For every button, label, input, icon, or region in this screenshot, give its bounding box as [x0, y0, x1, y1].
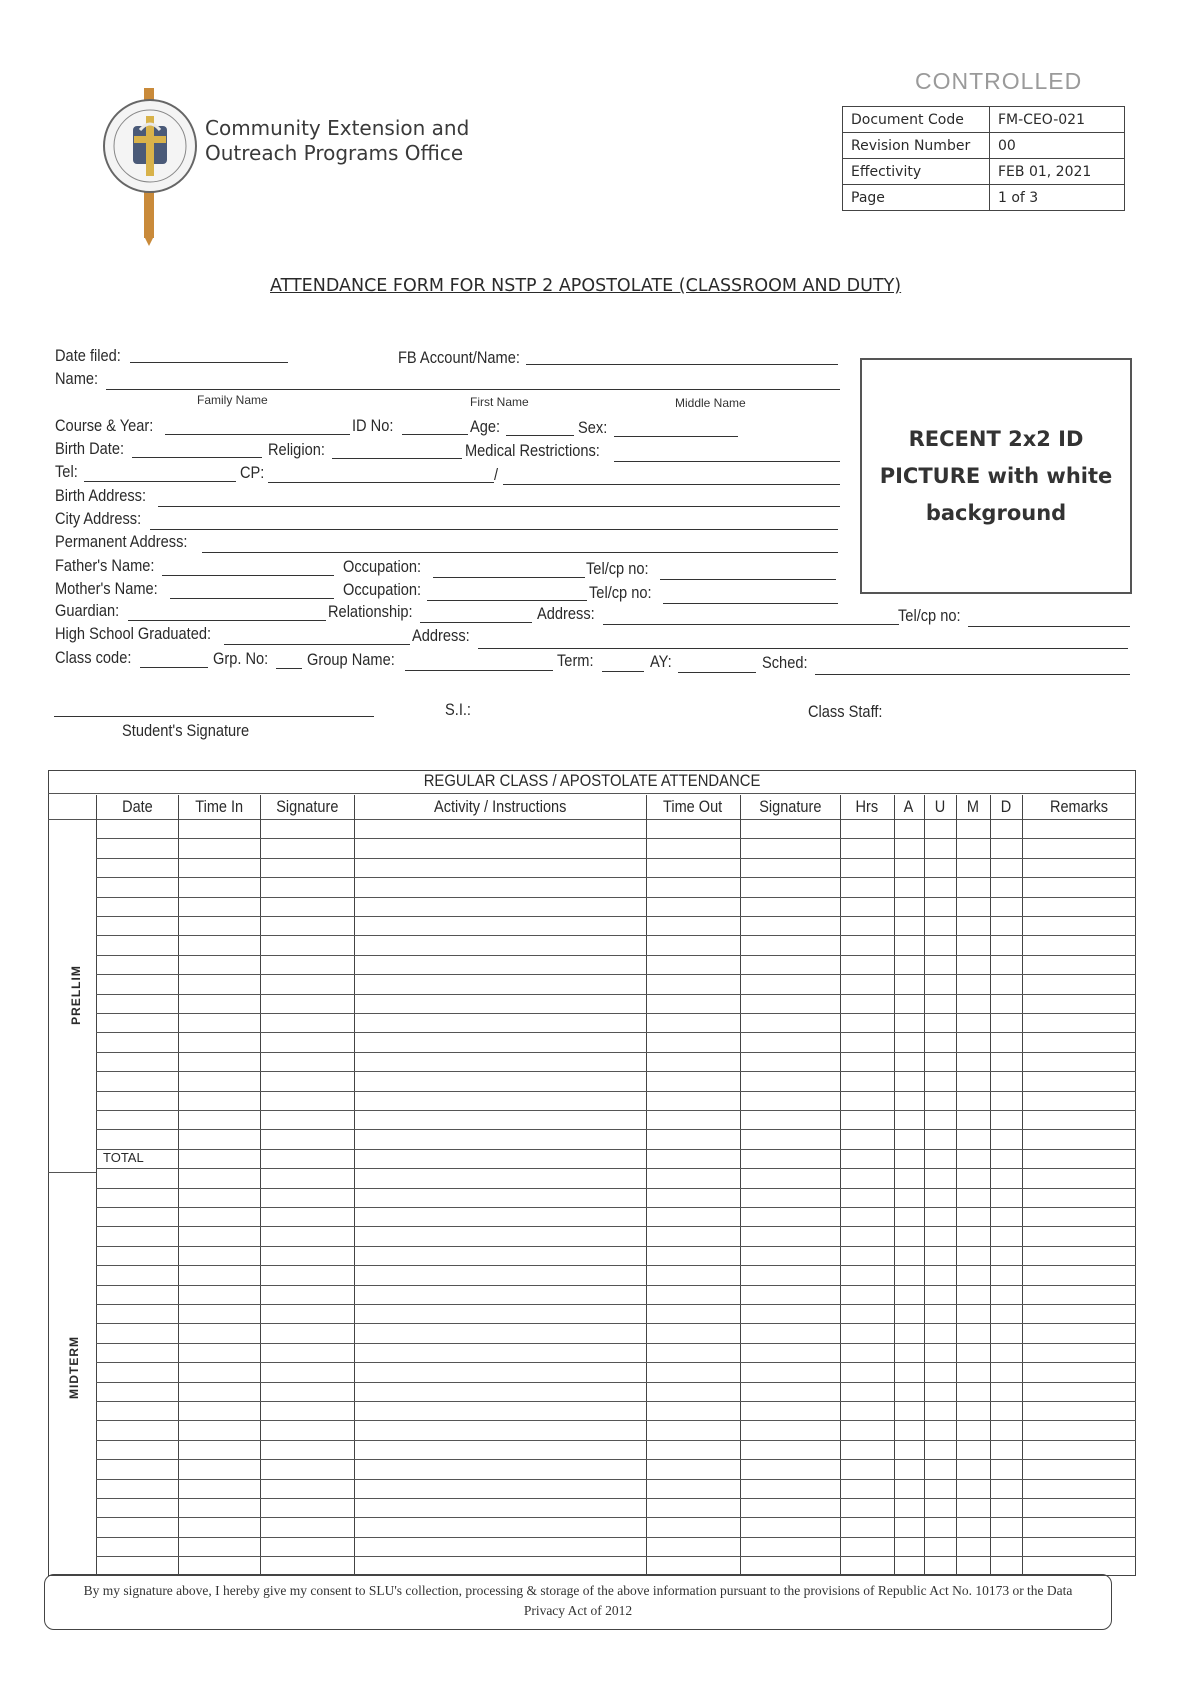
doc-info-value: 1 of 3 [990, 185, 1125, 211]
sched-label: Sched: [762, 653, 808, 672]
doc-info-value: 00 [990, 133, 1125, 159]
hs-address-field[interactable] [478, 648, 1128, 649]
religion-label: Religion: [268, 440, 325, 459]
doc-info-row [843, 159, 1125, 185]
table-row-line [96, 1207, 1136, 1208]
table-row-line [96, 1304, 1136, 1305]
name-field[interactable] [106, 389, 840, 390]
guardian-address-label: Address: [537, 604, 595, 623]
table-row-line [96, 1382, 1136, 1383]
table-row-line [96, 1091, 1136, 1092]
table-row-line [96, 1323, 1136, 1324]
table-title-divider [48, 793, 1136, 794]
doc-info-row [843, 133, 1125, 159]
guardian-telcp-field[interactable] [968, 626, 1130, 627]
cp-separator: / [494, 465, 499, 484]
table-row-line [96, 1479, 1136, 1480]
mothers-name-field[interactable] [170, 598, 334, 599]
si-label: S.I.: [445, 700, 472, 719]
birth-address-field[interactable] [158, 506, 840, 507]
doc-info-key: Effectivity [843, 159, 990, 185]
form-title: ATTENDANCE FORM FOR NSTP 2 APOSTOLATE (CLASSROOM AND DUTY) [270, 276, 902, 296]
medical-restrictions-field[interactable] [614, 461, 840, 462]
doc-info-key: Page [843, 185, 990, 211]
table-row-line [96, 1362, 1136, 1363]
relationship-field[interactable] [420, 622, 532, 623]
id-no-field[interactable] [402, 434, 468, 435]
table-row-line [96, 994, 1136, 995]
city-address-field[interactable] [150, 529, 838, 530]
col-header-signature: Signature [275, 798, 339, 816]
father-occupation-field[interactable] [433, 577, 585, 578]
photo-instruction-line2: PICTURE with white [879, 463, 1113, 488]
table-row-line [96, 1440, 1136, 1441]
student-signature-label: Student's Signature [122, 721, 250, 740]
city-address-label: City Address: [55, 509, 142, 528]
cp-label: CP: [240, 463, 265, 482]
col-header-m: M [966, 798, 980, 816]
class-staff-label: Class Staff: [808, 702, 883, 721]
prelim-total-label: TOTAL [103, 1150, 144, 1165]
mothers-name-label: Mother's Name: [55, 579, 158, 598]
col-header-signature-2: Signature [758, 798, 822, 816]
birth-address-label: Birth Address: [55, 486, 147, 505]
table-row-line [96, 1071, 1136, 1072]
attendance-title-text: REGULAR CLASS / APOSTOLATE ATTENDANCE [423, 772, 761, 790]
mother-occupation-label: Occupation: [343, 580, 422, 599]
guardian-address-field[interactable] [603, 624, 899, 625]
doc-info-key: Document Code [843, 107, 990, 133]
father-telcp-label: Tel/cp no: [586, 559, 649, 578]
university-seal-logo [100, 86, 205, 246]
table-row-line [96, 916, 1136, 917]
table-row-line [96, 877, 1136, 878]
medical-restrictions-label: Medical Restrictions: [465, 441, 600, 460]
table-row-line [96, 897, 1136, 898]
name-label: Name: [55, 369, 99, 388]
table-row-line [96, 1013, 1136, 1014]
term-label: Term: [557, 651, 594, 670]
col-header-time-out: Time Out [663, 798, 723, 816]
table-row-line [96, 1052, 1136, 1053]
table-row-line [96, 1110, 1136, 1111]
table-row-line [96, 1537, 1136, 1538]
table-row-line [96, 1188, 1136, 1189]
relationship-label: Relationship: [328, 602, 413, 621]
sched-field[interactable] [815, 674, 1130, 675]
col-header-remarks: Remarks [1049, 798, 1109, 816]
cp-field-2[interactable] [503, 484, 840, 485]
student-signature-line[interactable] [54, 716, 374, 717]
office-name-line1: Community Extension and [205, 116, 470, 140]
section-divider [48, 1172, 96, 1173]
hs-address-label: Address: [412, 626, 470, 645]
date-filed-field[interactable] [130, 362, 288, 363]
document-info-table [842, 106, 1125, 211]
father-occupation-label: Occupation: [343, 557, 422, 576]
data-privacy-consent: By my signature above, I hereby give my consent to SLU's collection, processing & storage of the above information pursuant to the provisions of Republic Act No. 10173 or the Data Privacy Act of 2012 [44, 1574, 1112, 1630]
col-header-d: D [1000, 798, 1012, 816]
mother-telcp-field[interactable] [663, 603, 838, 604]
middle-name-hint: Middle Name [675, 396, 746, 410]
attendance-table-title [48, 770, 1136, 793]
date-filed-label: Date filed: [55, 346, 121, 365]
group-name-field[interactable] [405, 670, 553, 671]
controlled-stamp: CONTROLLED [915, 68, 1083, 94]
term-field[interactable] [602, 671, 644, 672]
office-name-line2: Outreach Programs Office [205, 141, 464, 165]
course-year-label: Course & Year: [55, 416, 154, 435]
birth-date-label: Birth Date: [55, 439, 125, 458]
col-header-date: Date [121, 798, 153, 816]
table-row-line [96, 1168, 1136, 1169]
guardian-telcp-label: Tel/cp no: [898, 606, 961, 625]
table-row-line [96, 955, 1136, 956]
table-row-line [96, 1129, 1136, 1130]
sex-label: Sex: [578, 418, 608, 437]
group-name-label: Group Name: [307, 650, 395, 669]
attendance-table [48, 770, 1136, 1576]
class-code-label: Class code: [55, 648, 132, 667]
course-year-field[interactable] [165, 434, 350, 435]
photo-instruction-line1: RECENT 2x2 ID [908, 426, 1084, 451]
table-row-line [96, 1401, 1136, 1402]
fb-account-label: FB Account/Name: [398, 348, 520, 367]
high-school-label: High School Graduated: [55, 624, 212, 643]
table-row-line [96, 1265, 1136, 1266]
class-code-field[interactable] [140, 667, 208, 668]
permanent-address-label: Permanent Address: [55, 532, 188, 551]
age-label: Age: [470, 417, 501, 436]
table-row-line [96, 1246, 1136, 1247]
table-row-line [96, 1517, 1136, 1518]
guardian-label: Guardian: [55, 601, 120, 620]
doc-info-row [843, 185, 1125, 211]
table-row-line [96, 1556, 1136, 1557]
ay-label: AY: [650, 652, 672, 671]
birth-date-field[interactable] [132, 457, 262, 458]
fathers-name-label: Father's Name: [55, 556, 155, 575]
id-no-label: ID No: [352, 416, 394, 435]
table-header-divider [48, 819, 1136, 820]
table-row-line [96, 838, 1136, 839]
col-header-a: A [904, 798, 914, 816]
mother-telcp-label: Tel/cp no: [589, 583, 652, 602]
tel-label: Tel: [55, 462, 78, 481]
table-row-line [96, 858, 1136, 859]
fb-account-field[interactable] [526, 364, 838, 365]
col-header-activity: Activity / Instructions [433, 798, 567, 816]
doc-info-value: FM-CEO-021 [990, 107, 1125, 133]
table-row-line [96, 1149, 1136, 1150]
id-photo-box[interactable] [860, 358, 1132, 594]
table-row-line [96, 1459, 1136, 1460]
doc-info-row [843, 107, 1125, 133]
table-row-line [96, 1226, 1136, 1227]
col-header-hrs: Hrs [855, 798, 879, 816]
tel-field[interactable] [84, 481, 236, 482]
ay-field[interactable] [678, 672, 756, 673]
sex-field[interactable] [614, 436, 738, 437]
doc-info-value: FEB 01, 2021 [990, 159, 1125, 185]
table-row-line [96, 1498, 1136, 1499]
grp-no-label: Grp. No: [213, 649, 269, 668]
age-field[interactable] [506, 435, 574, 436]
fathers-name-field[interactable] [162, 575, 334, 576]
col-header-u: U [934, 798, 946, 816]
first-name-hint: First Name [470, 395, 529, 409]
midterm-section-label: MIDTERM [67, 1336, 81, 1399]
high-school-field[interactable] [224, 644, 410, 645]
religion-field[interactable] [332, 458, 462, 459]
table-row-line [96, 1285, 1136, 1286]
mother-occupation-field[interactable] [427, 600, 587, 601]
guardian-field[interactable] [128, 620, 326, 621]
table-row-line [96, 1343, 1136, 1344]
table-row-line [96, 974, 1136, 975]
col-header-time-in: Time In [195, 798, 243, 816]
permanent-address-field[interactable] [202, 552, 838, 553]
father-telcp-field[interactable] [660, 579, 836, 580]
prelim-section-label: PRELLIM [69, 965, 83, 1025]
doc-info-key: Revision Number [843, 133, 990, 159]
family-name-hint: Family Name [197, 393, 268, 407]
photo-instruction-line3: background [925, 500, 1067, 525]
table-row-line [96, 1032, 1136, 1033]
cp-field-1[interactable] [268, 482, 494, 483]
table-row-line [96, 1420, 1136, 1421]
table-row-line [96, 935, 1136, 936]
grp-no-field[interactable] [276, 668, 302, 669]
